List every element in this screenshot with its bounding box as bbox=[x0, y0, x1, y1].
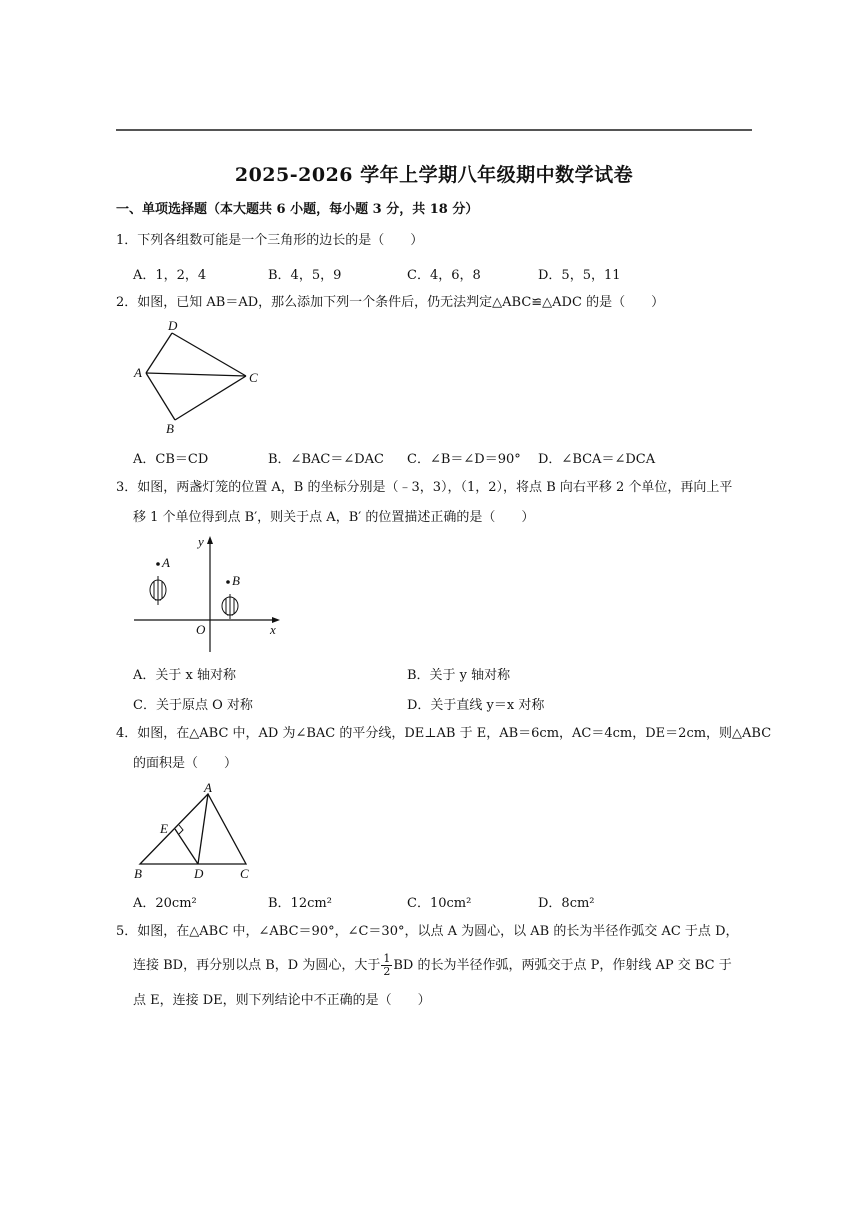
q3-label-o: O bbox=[196, 622, 206, 637]
lantern-icon bbox=[222, 594, 238, 619]
q2-label-b: B bbox=[166, 421, 174, 436]
q4-label-e: E bbox=[160, 821, 168, 836]
q2-label-d: D bbox=[168, 318, 178, 333]
q3-label-x: x bbox=[270, 622, 276, 637]
q3-label-b: B bbox=[232, 573, 240, 588]
q3-option-d: D．关于直线 y＝x 对称 bbox=[407, 698, 545, 713]
q3-stem-line1: 3．如图，两盏灯笼的位置 A，B 的坐标分别是（﹣3，3），（1，2），将点 B 向右平移 2 个单位，再向上平 bbox=[116, 480, 733, 495]
q2-option-a: A．CB＝CD bbox=[133, 452, 209, 467]
q3-option-c: C．关于原点 O 对称 bbox=[133, 698, 253, 713]
fraction-numerator: 1 bbox=[383, 952, 391, 965]
q1-option-a: A．1，2，4 bbox=[133, 268, 207, 283]
q3-option-b: B．关于 y 轴对称 bbox=[407, 668, 511, 683]
q5-stem-line1: 5．如图，在△ABC 中，∠ABC＝90°，∠C＝30°，以点 A 为圆心，以 AB 的长为半径作弧交 AC 于点 D， bbox=[116, 924, 739, 939]
q4-figure bbox=[130, 780, 260, 884]
header-rule bbox=[116, 129, 752, 131]
q2-option-b: B．∠BAC＝∠DAC bbox=[268, 452, 384, 467]
q3-figure bbox=[130, 532, 290, 661]
q4-stem-line1: 4．如图，在△ABC 中，AD 为∠BAC 的平分线，DE⊥AB 于 E，AB＝6cm，AC＝4cm，DE＝2cm，则△ABC bbox=[116, 726, 772, 741]
q3-option-a: A．关于 x 轴对称 bbox=[133, 668, 236, 683]
q4-label-c: C bbox=[240, 866, 249, 880]
q4-option-b: B．12cm² bbox=[268, 896, 332, 911]
q4-label-d: D bbox=[194, 866, 204, 880]
q5-line2-pre: 连接 BD，再分别以点 B，D 为圆心，大于 bbox=[133, 958, 381, 973]
q5-stem-line3: 点 E，连接 DE，则下列结论中不正确的是（ ） bbox=[133, 993, 431, 1008]
q1-stem: 1．下列各组数可能是一个三角形的边长的是（ ） bbox=[116, 233, 424, 248]
q4-option-a: A．20cm² bbox=[133, 896, 197, 911]
q4-option-d: D．8cm² bbox=[538, 896, 595, 911]
q5-stem-line2 bbox=[133, 953, 732, 978]
q3-stem-line2: 移 1 个单位得到点 B′，则关于点 A，B′ 的位置描述正确的是（ ） bbox=[133, 510, 535, 525]
q2-label-a: A bbox=[134, 365, 142, 380]
q2-option-c: C．∠B＝∠D＝90° bbox=[407, 452, 521, 467]
q2-label-c: C bbox=[249, 370, 258, 385]
q1-option-c: C．4，6，8 bbox=[407, 268, 481, 283]
q3-label-a: A bbox=[162, 555, 170, 570]
q2-figure bbox=[130, 318, 270, 442]
q4-label-a: A bbox=[204, 780, 212, 795]
q2-stem: 2．如图，已知 AB＝AD，那么添加下列一个条件后，仍无法判定△ABC≌△ADC 的是（ ） bbox=[116, 295, 665, 310]
section-heading: 一、单项选择题（本大题共 6 小题，每小题 3 分，共 18 分） bbox=[116, 202, 479, 217]
q4-stem-line2: 的面积是（ ） bbox=[133, 756, 238, 771]
fraction-denominator: 2 bbox=[383, 965, 391, 978]
q1-option-d: D．5，5，11 bbox=[538, 268, 621, 283]
q4-option-c: C．10cm² bbox=[407, 896, 472, 911]
q5-line2-post: BD 的长为半径作弧，两弧交于点 P，作射线 AP 交 BC 于 bbox=[393, 958, 732, 973]
lantern-icon bbox=[150, 576, 166, 605]
q2-option-d: D．∠BCA＝∠DCA bbox=[538, 452, 656, 467]
exam-title: 2025-2026 学年上学期八年级期中数学试卷 bbox=[234, 164, 634, 186]
q1-option-b: B．4，5，9 bbox=[268, 268, 342, 283]
q4-label-b: B bbox=[134, 866, 142, 880]
q3-label-y: y bbox=[198, 534, 204, 549]
half-fraction bbox=[381, 953, 392, 978]
